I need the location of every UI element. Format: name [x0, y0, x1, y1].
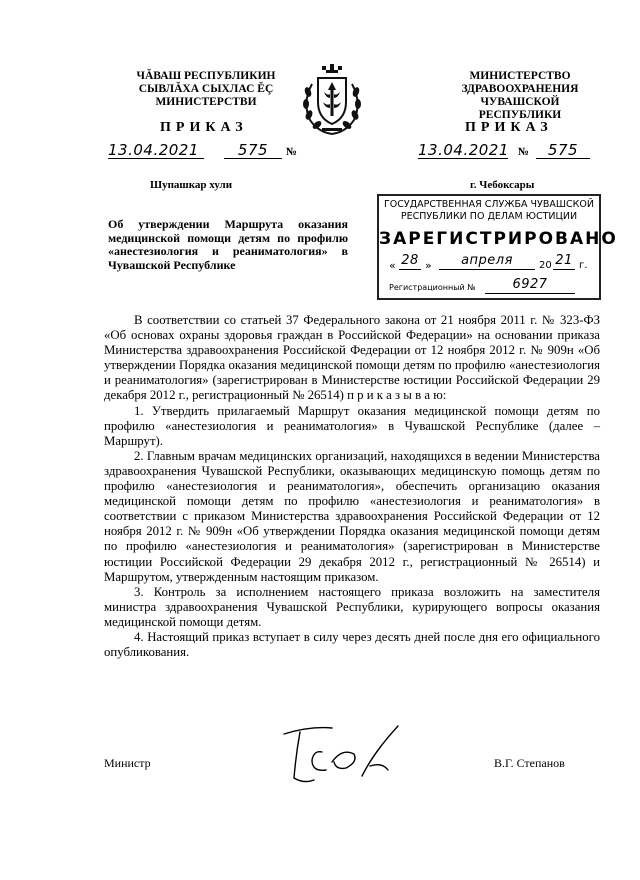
city-right: г. Чебоксары [470, 179, 535, 191]
stamp-registered: ЗАРЕГИСТРИРОВАНО [379, 229, 618, 249]
order-date-number-left [108, 142, 308, 162]
stamp-line2: РЕСПУБЛИКИ ПО ДЕЛАМ ЮСТИЦИИ [400, 211, 578, 222]
stamp-line1: ГОСУДАРСТВЕННАЯ СЛУЖБА ЧУВАШСКОЙ [384, 199, 594, 210]
order-date-left: 13.04.2021 [108, 142, 204, 159]
stamp-day: 28 [399, 253, 421, 270]
stamp-reg-number: 6927 [485, 277, 575, 294]
order-date-number-right [418, 142, 608, 162]
order-number-right: 575 [536, 142, 590, 159]
prikaz-title-left: ПРИКАЗ [160, 120, 248, 135]
prikaz-title-right: ПРИКАЗ [465, 120, 553, 135]
number-sign-right: № [518, 146, 530, 158]
header-left-line1: ЧĂВАШ РЕСПУБЛИКИН [136, 70, 276, 82]
header-right [440, 70, 600, 122]
body-paragraph-4: 3. Контроль за исполнением настоящего приказа возложить на заместителя министра здравоохранения Чувашской Республики, курирующего вопросы оказания медицинской помощи детям. [104, 584, 600, 629]
handwritten-signature [270, 722, 410, 792]
stamp-year-suffix: 21 [553, 253, 575, 270]
stamp-reg-row [379, 277, 599, 297]
order-number-left: 575 [224, 142, 282, 159]
stamp-date-row [379, 253, 599, 275]
header-right-line1: МИНИСТЕРСТВО [469, 70, 571, 82]
stamp-quote-close: » [425, 259, 432, 272]
body-paragraph-1: В соответствии со статьей 37 Федерального закона от 21 ноября 2011 г. № 323-ФЗ «Об основах охраны здоровья граждан в Российской Федерации» на основании приказа Министерства здравоохранения Российской Федерации от 12 ноября 2012 г. № 909н «Об утверждении Порядка оказания медицинской помощи детям по профилю «анестезиология и реаниматология» (зарегистрирован в Министерстве юстиции Российской Федерации 29 декабря 2012 г., регистрационный № 26514) п р и к а з ы в а ю: [104, 313, 600, 403]
stamp-reg-label: Регистрационный № [389, 283, 476, 292]
body-paragraph-2: 1. Утвердить прилагаемый Маршрут оказания медицинской помощи детям по профилю «анестезиология и реаниматология» в Чувашской Республике (далее – Маршрут). [104, 403, 600, 448]
header-left [118, 70, 294, 109]
header-left-line2: СЫВЛĂХА СЫХЛАС ĔÇ [138, 83, 274, 95]
order-title: Об утверждении Маршрута оказания медицинской помощи детям по профилю «анестезиология и реаниматология» в Чувашской Республике [108, 217, 348, 273]
stamp-year-unit: г. [579, 260, 588, 271]
header-left-line3: МИНИСТЕРСТВИ [155, 96, 257, 108]
header-right-line2: ЗДРАВООХРАНЕНИЯ [461, 83, 579, 95]
number-sign-left: № [286, 146, 298, 158]
signatory-name: В.Г. Степанов [494, 756, 565, 770]
chuvash-coat-of-arms-icon [296, 62, 368, 138]
body-paragraph-5: 4. Настоящий приказ вступает в силу через десять дней после дня его официального опубликования. [104, 629, 600, 660]
body-paragraph-3: 2. Главным врачам медицинских организаций, находящихся в ведении Министерства здравоохранения Чувашской Республики, оказывающих медицинскую помощь детям по профилю «анестезиология и реаниматология», обеспечить организацию оказания медицинской помощи детям по профилю «анестезиология и реаниматология» в соответствии с приказом Министерства здравоохранения Российской Федерации от 12 ноября 2012 г. № 909н «Об утверждении Порядка оказания медицинской помощи детям по профилю «анестезиология и реаниматология» (зарегистрирован в Министерстве юстиции Российской Федерации 29 декабря 2012 г., регистрационный № 26514) и Маршрутом, утвержденным настоящим приказом. [104, 448, 600, 584]
registration-stamp [377, 194, 618, 300]
order-body [104, 313, 600, 660]
stamp-month: апреля [439, 253, 535, 270]
signatory-position: Министр [104, 756, 151, 770]
stamp-year-prefix: 20 [539, 260, 552, 271]
stamp-quote-open: « [389, 259, 396, 272]
header-right-line3: ЧУВАШСКОЙ РЕСПУБЛИКИ [478, 96, 562, 121]
city-left: Шупашкар хули [150, 179, 233, 191]
order-date-right: 13.04.2021 [418, 141, 509, 159]
